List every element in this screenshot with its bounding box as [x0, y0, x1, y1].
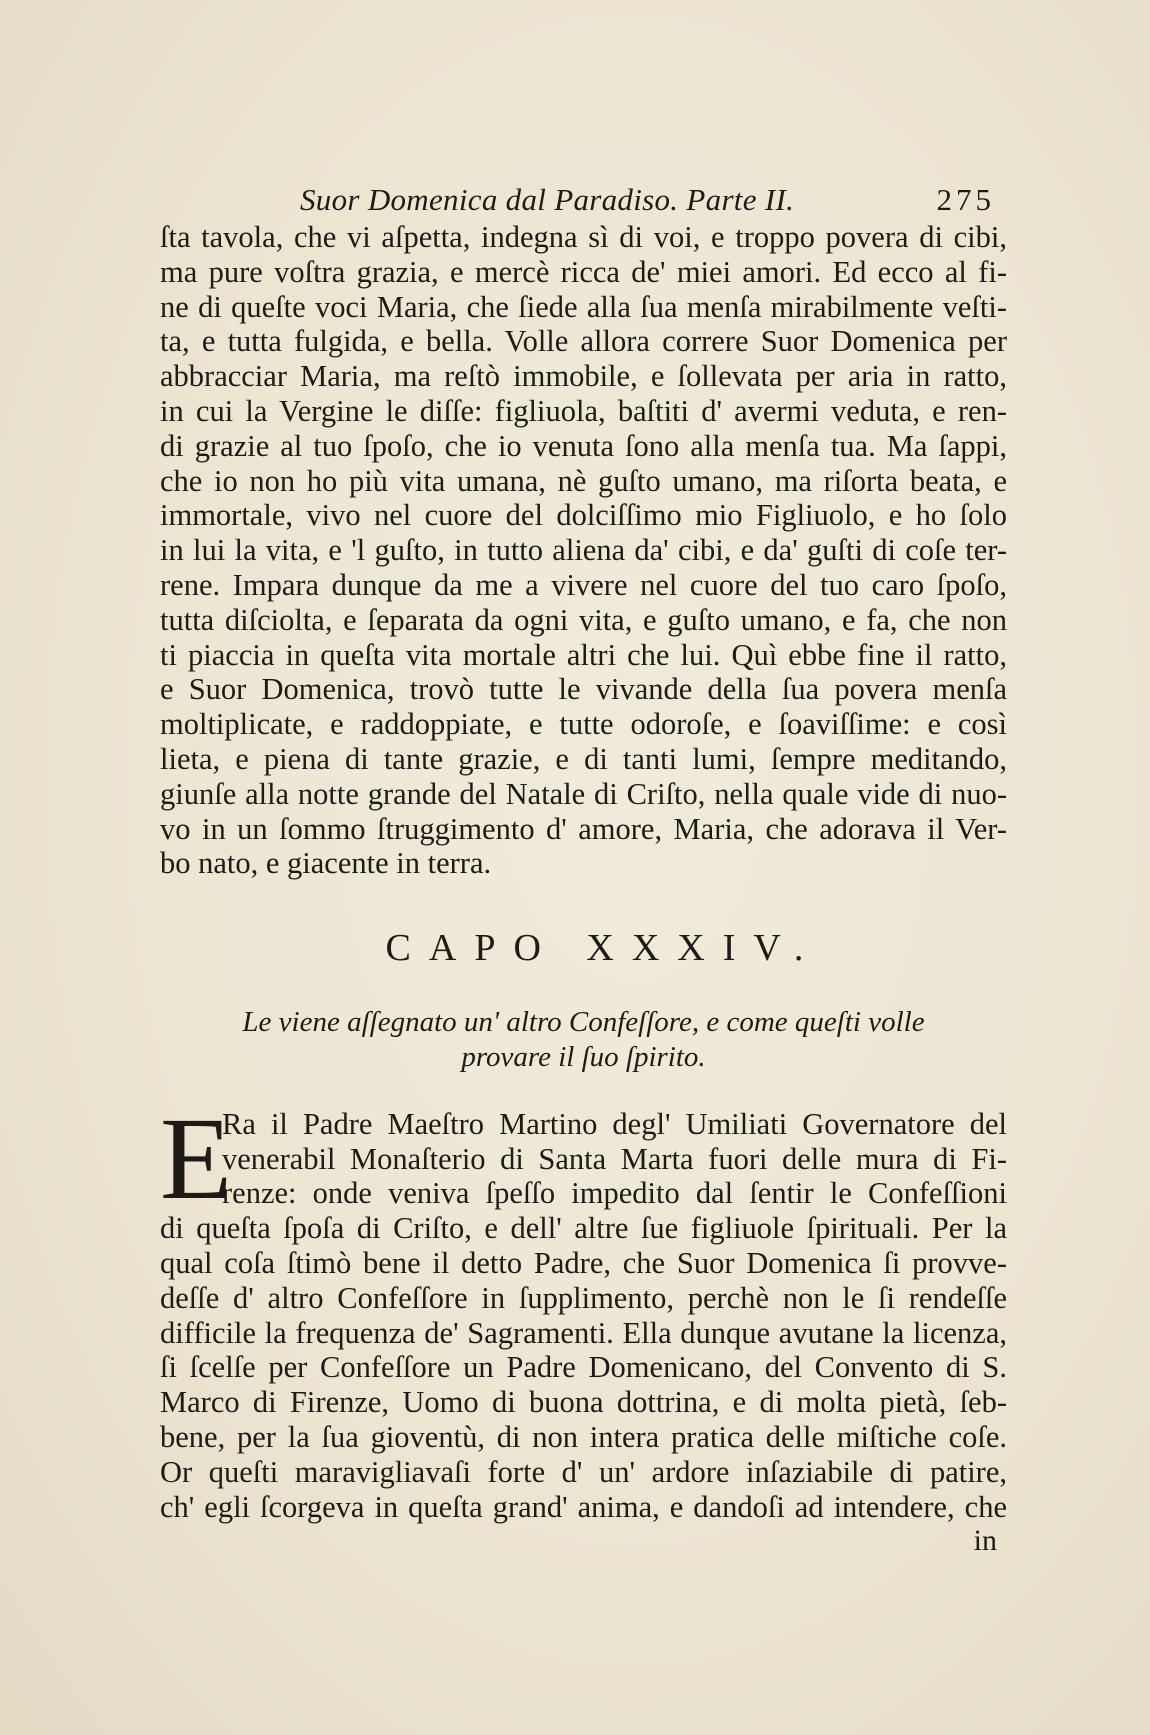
summary-line: provare il ſuo ſpirito.: [461, 1040, 706, 1073]
text-line: abbracciar Maria, ma reſtò immobile, e ſollevata per aria in ratto,: [160, 359, 1007, 394]
text-line: ch' egli ſcorgeva in queſta grand' anima, e dandoſi ad intendere, che: [160, 1489, 1007, 1524]
text-line: renze: onde veniva ſpeſſo impedito dal ſentir le Confeſſioni: [222, 1176, 1007, 1211]
text-line: venerabil Monaſterio di Santa Marta fuori delle mura di Fi-: [222, 1141, 1007, 1176]
text-line: tutta diſciolta, e ſeparata da ogni vita, e guſto umano, e fa, che non: [160, 602, 1007, 637]
book-page: [160, 180, 1007, 1558]
text-line: di queſta ſpoſa di Criſto, e dell' altre ſue figliuole ſpirituali. Per la: [160, 1211, 1007, 1246]
text-line: di grazie al tuo ſpoſo, che io venuta ſono alla menſa tua. Ma ſappi,: [160, 428, 1007, 463]
text-line: vo in un ſommo ſtruggimento d' amore, Maria, che adorava il Ver-: [160, 811, 1007, 846]
text-line: difficile la frequenza de' Sagramenti. Ella dunque avutane la licenza,: [160, 1315, 1007, 1350]
chapter-heading: CAPO XXXIV.: [385, 927, 822, 970]
text-line: ne di queſte voci Maria, che ſiede alla ſua menſa mirabilmente veſti-: [160, 289, 1007, 324]
text-line: Ra il Padre Maeſtro Martino degl' Umiliati Governatore del: [222, 1106, 1007, 1141]
text-line: ti piaccia in queſta vita mortale altri che lui. Quì ebbe fine il ratto,: [160, 637, 1007, 672]
text-line: immortale, vivo nel cuore del dolciſſimo mio Figliuolo, e ho ſolo: [160, 498, 1007, 533]
text-line: moltiplicate, e raddoppiate, e tutte odoroſe, e ſoaviſſime: e così: [160, 707, 1007, 742]
page-number: 275: [936, 182, 995, 217]
drop-cap: E: [160, 1092, 233, 1224]
text-line: Marco di Firenze, Uomo di buona dottrina, e di molta pietà, ſeb-: [160, 1385, 1007, 1420]
text-line: Or queſti maravigliavaſi forte d' un' ardore inſaziabile di patire,: [160, 1454, 1007, 1489]
text-line: in cui la Vergine le diſſe: figliuola, baſtiti d' avermi veduta, e ren-: [160, 393, 1007, 428]
text-line: ſi ſcelſe per Confeſſore un Padre Domenicano, del Convento di S.: [160, 1350, 1007, 1385]
chapter-paragraph: [160, 1092, 1007, 1559]
text-line: che io non ho più vita umana, nè guſto umano, ma riſorta beata, e: [160, 463, 1007, 498]
text-line: ta, e tutta fulgida, e bella. Volle allora correre Suor Domenica per: [160, 324, 1007, 359]
text-line: qual coſa ſtimò bene il detto Padre, che Suor Domenica ſi provve-: [160, 1245, 1007, 1280]
chapter-summary: [160, 1003, 1007, 1073]
text-line: lieta, e piena di tante grazie, e di tanti lumi, ſempre meditando,: [160, 741, 1007, 776]
running-head-title: Suor Domenica dal Paradiso. Parte II.: [300, 182, 795, 217]
running-head: [160, 180, 1007, 220]
text-line: bo nato, e giacente in terra.: [160, 846, 492, 881]
catchword: in: [973, 1524, 997, 1558]
text-line: e Suor Domenica, trovò tutte le vivande della ſua povera menſa: [160, 672, 1007, 707]
text-line: ma pure voſtra grazia, e mercè ricca de' miei amori. Ed ecco al fi-: [160, 254, 1007, 289]
top-paragraph: [160, 220, 1007, 881]
text-line: deſſe d' altro Confeſſore in ſupplimento, perchè non le ſi rendeſſe: [160, 1280, 1007, 1315]
summary-line: Le viene aſſegnato un' altro Confeſſore, e come queſti volle: [242, 1006, 925, 1039]
catchword-row: [160, 1524, 1007, 1558]
text-line: giunſe alla notte grande del Natale di Criſto, nella quale vide di nuo-: [160, 776, 1007, 811]
text-line: in lui la vita, e 'l guſto, in tutto aliena da' cibi, e da' guſti di coſe ter-: [160, 533, 1007, 568]
text-line: ſta tavola, che vi aſpetta, indegna sì di voi, e troppo povera di cibi,: [160, 220, 1007, 254]
text-line: bene, per la ſua gioventù, di non intera pratica delle miſtiche coſe.: [160, 1419, 1007, 1454]
text-line: rene. Impara dunque da me a vivere nel cuore del tuo caro ſpoſo,: [160, 567, 1007, 602]
